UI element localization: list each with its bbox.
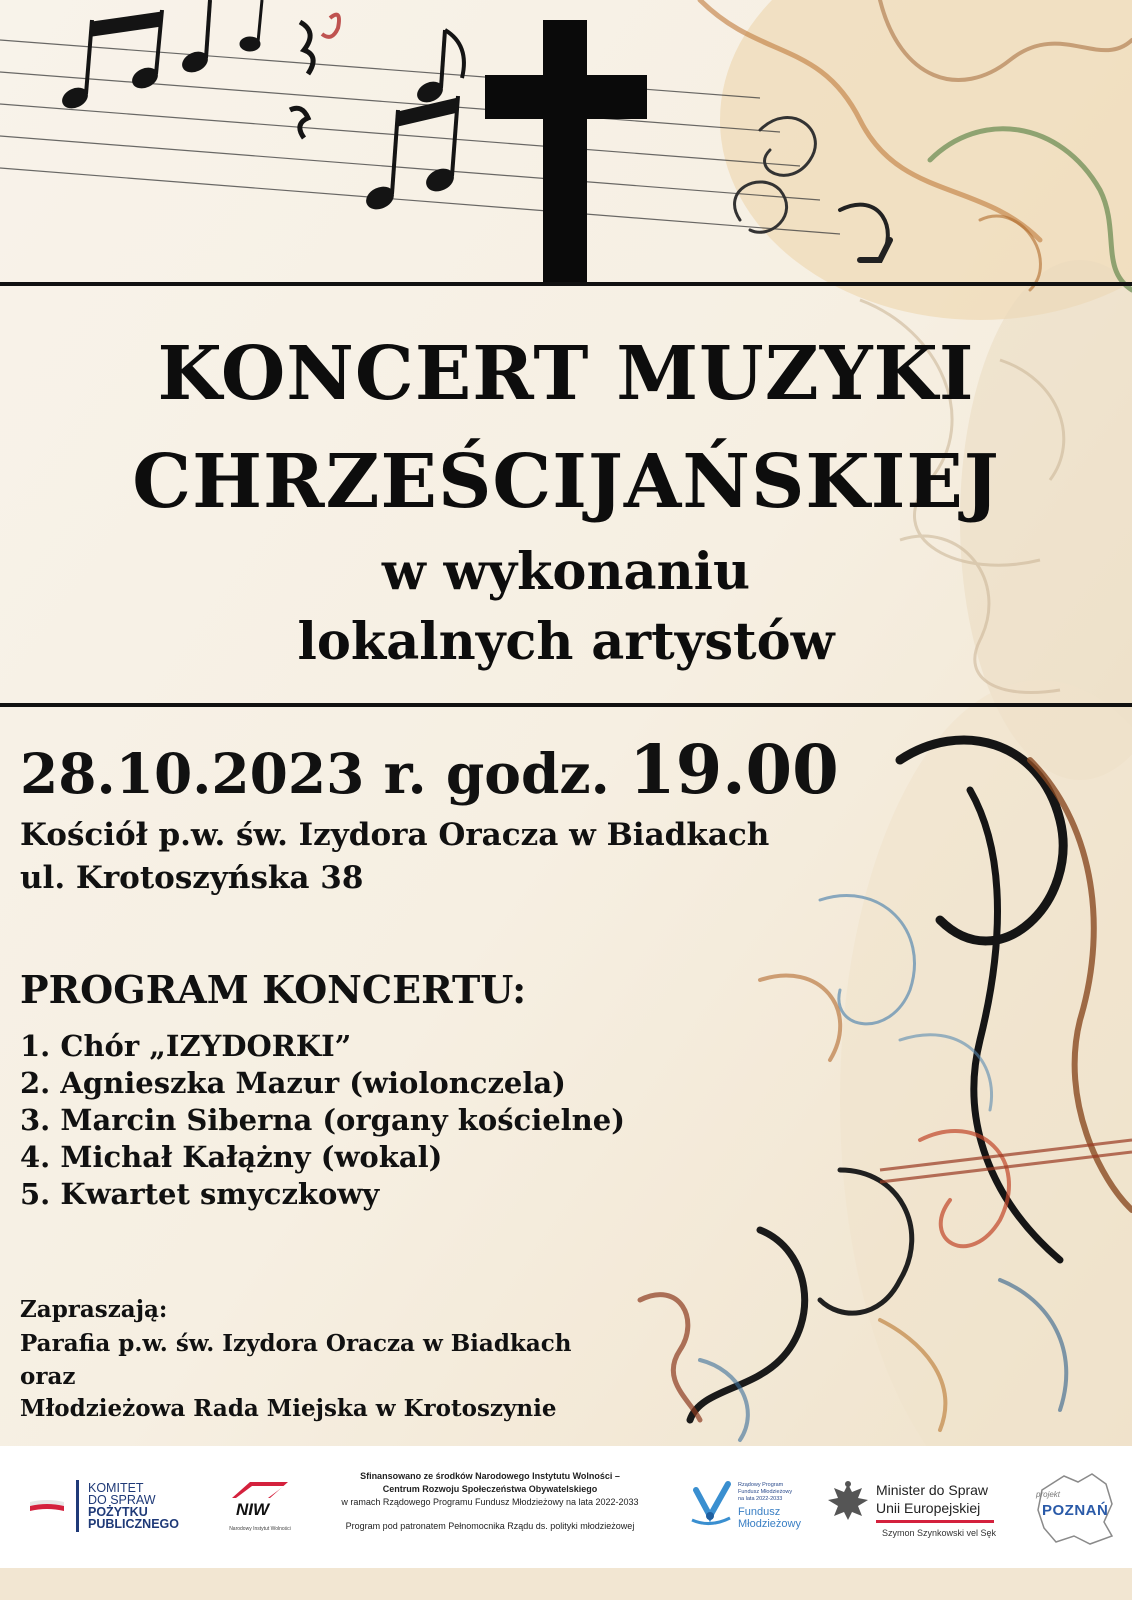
program-item: 1. Chór „IZYDORKI” (20, 1029, 352, 1063)
venue-name: Kościół p.w. św. Izydora Oracza w Biadkach (20, 817, 770, 853)
niw-subtitle: Narodowy Instytut Wolności (229, 1526, 291, 1532)
event-date-time (20, 730, 839, 809)
program-item: 4. Michał Kałążny (wokal) (20, 1140, 443, 1174)
cross-icon (543, 20, 587, 286)
fm-program-line: Rządowy Program (738, 1482, 784, 1488)
fm-program-line: na lata 2022-2033 (738, 1496, 783, 1502)
program-item: 2. Agnieszka Mazur (wiolonczela) (20, 1066, 566, 1100)
komitet-text: KOMITET (88, 1481, 144, 1495)
komitet-text: POŻYTKU (88, 1505, 148, 1519)
niw-logo (222, 1478, 298, 1538)
eagle-emblem-icon (826, 1478, 870, 1524)
fundusz-mlodziezowy-logo (690, 1478, 810, 1534)
fm-name-line: Młodzieżowy (738, 1518, 801, 1530)
fm-program-line: Fundusz Młodzieżowy (738, 1489, 793, 1495)
subtitle-line-1: w wykonaniu (381, 542, 751, 602)
komitet-text: DO SPRAW (88, 1493, 156, 1507)
minister-name: Szymon Szynkowski vel Sęk (882, 1528, 997, 1538)
venue-address: ul. Krotoszyńska 38 (20, 860, 364, 896)
event-date: 28.10.2023 r. godz. (20, 741, 629, 806)
footer-strip (0, 1568, 1132, 1600)
niw-text: NIW (236, 1500, 270, 1519)
fm-name-line: Fundusz (738, 1506, 781, 1518)
komitet-divider (76, 1480, 79, 1532)
projekt-poznan-logo (1034, 1470, 1118, 1548)
cross-icon-bar (485, 75, 647, 119)
funding-line: Sfinansowano ze środków Narodowego Instytutu Wolności – (360, 1471, 620, 1481)
komitet-logo (30, 1480, 200, 1540)
fm-program-text (738, 1482, 792, 1503)
funding-line: w ramach Rządowego Programu Fundusz Młodzieżowy na lata 2022-2033 (341, 1497, 639, 1507)
invite-organizer-1: Parafia p.w. św. Izydora Oracza w Biadkach (20, 1330, 572, 1357)
minister-title: Unii Europejskiej (876, 1500, 981, 1516)
subtitle-line-2: lokalnych artystów (297, 612, 835, 672)
program-item: 3. Marcin Siberna (organy kościelne) (20, 1103, 625, 1137)
patronage-line: Program pod patronatem Pełnomocnika Rządu ds. polityki młodzieżowej (345, 1521, 635, 1531)
funding-line: Centrum Rozwoju Społeczeństwa Obywatelskiego (382, 1484, 598, 1494)
invite-label: Zapraszają: (20, 1296, 168, 1323)
niw-flag-icon (222, 1478, 298, 1502)
poznan-project-label: projekt (1036, 1490, 1061, 1499)
title-line-1: KONCERT MUZYKI (157, 331, 975, 417)
middle-divider (0, 703, 1132, 707)
polish-flag-icon (30, 1498, 64, 1514)
minister-eu-logo (826, 1478, 1001, 1544)
program-heading: PROGRAM KONCERTU: (20, 967, 527, 1012)
komitet-text: PUBLICZNEGO (88, 1517, 179, 1531)
fm-emblem-icon (690, 1478, 734, 1528)
poznan-name: POZNAŃ (1042, 1502, 1109, 1519)
event-hour: 19.00 (628, 730, 839, 809)
minister-divider (876, 1520, 994, 1523)
minister-title: Minister do Spraw (876, 1482, 989, 1498)
title-line-2: CHRZEŚCIJAŃSKIEJ (132, 439, 1000, 525)
funding-note (300, 1470, 680, 1533)
invite-organizer-2: Młodzieżowa Rada Miejska w Krotoszynie (20, 1395, 557, 1422)
invite-conjunction: oraz (20, 1363, 76, 1390)
program-item: 5. Kwartet smyczkowy (20, 1177, 380, 1211)
fm-name (738, 1506, 801, 1530)
top-divider (0, 282, 1132, 286)
